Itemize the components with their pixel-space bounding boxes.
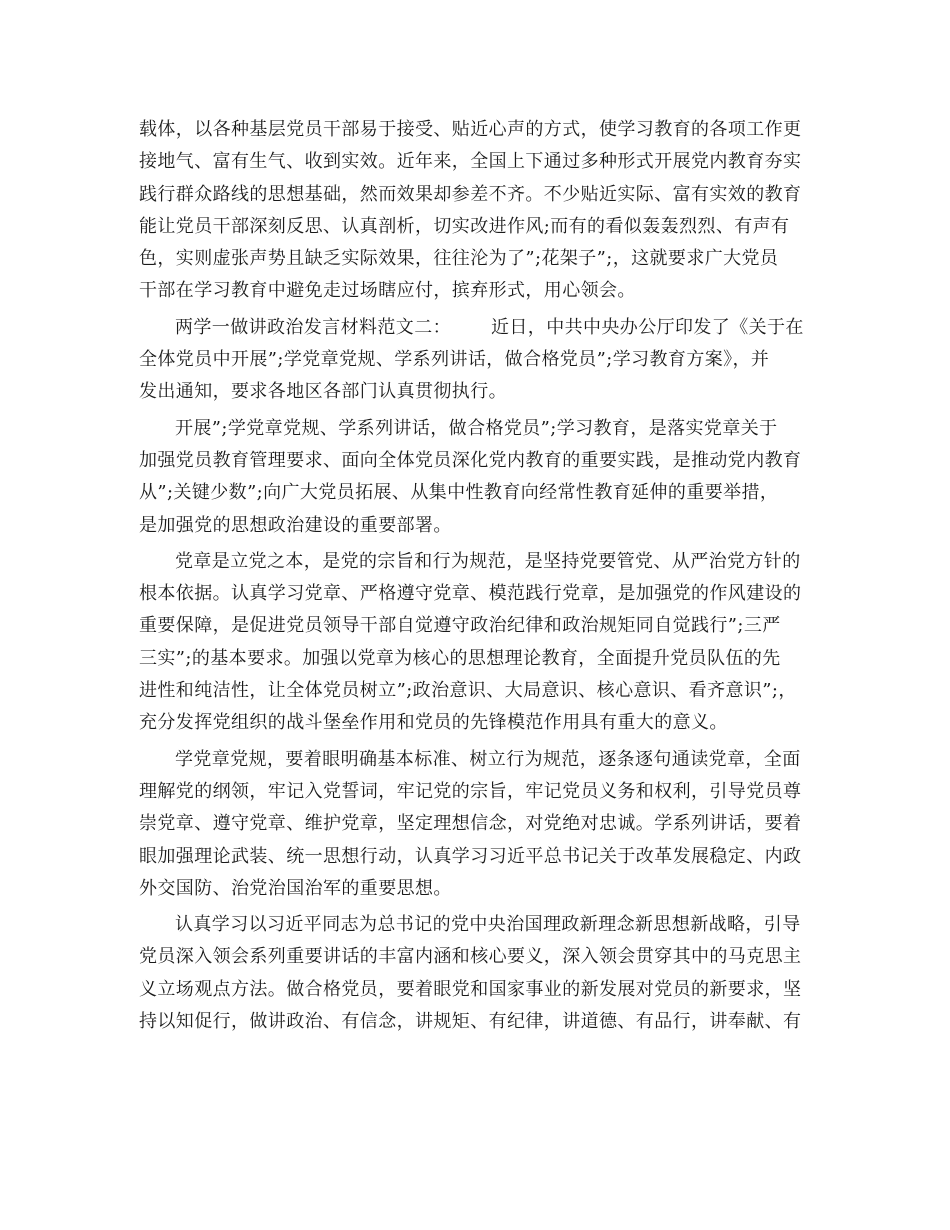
text-line: 三实”;的基本要求。加强以党章为核心的思想理论教育，全面提升党员队伍的先 <box>139 647 781 669</box>
text-line: 重要保障，是促进党员领导干部自觉遵守政治纪律和政治规矩同自觉践行”;三严 <box>139 615 781 637</box>
text-line: 从”;关键少数”;向广大党员拓展、从集中性教育向经常性教育延伸的重要举措， <box>139 482 779 504</box>
text-line: 色，实则虚张声势且缺乏实际效果，往往沦为了”;花架子”;，这就要求广大党员 <box>139 248 779 270</box>
text-line: 充分发挥党组织的战斗堡垒作用和党员的先锋模范作用具有重大的意义。 <box>139 712 728 734</box>
text-line: 根本依据。认真学习党章、严格遵守党章、模范践行党章，是加强党的作风建设的 <box>139 583 802 605</box>
text-line: 党员深入领会系列重要讲话的丰富内涵和核心要义，深入领会贯穿其中的马克思主 <box>139 946 802 968</box>
text-line: 发出通知，要求各地区各部门认真贯彻执行。 <box>139 381 507 403</box>
text-line: 践行群众路线的思想基础，然而效果却参差不齐。不少贴近实际、富有实效的教育 <box>139 183 802 205</box>
paragraph-lead: 两学一做讲政治发言材料范文二： <box>175 316 451 338</box>
text-line: 理解党的纲领，牢记入党誓词，牢记党的宗旨，牢记党员义务和权利，引导党员尊 <box>139 780 802 802</box>
text-line: 外交国防、治党治国治军的重要思想。 <box>139 877 452 899</box>
paragraph-2 <box>139 312 814 409</box>
document-body <box>139 114 814 1042</box>
text-line: 党章是立党之本，是党的宗旨和行为规范，是坚持党要管党、从严治党方针的 <box>175 550 801 572</box>
paragraph-6 <box>139 909 814 1038</box>
paragraph-1 <box>139 114 814 308</box>
text-line: 接地气、富有生气、收到实效。近年来，全国上下通过多种形式开展党内教育夯实 <box>139 151 802 173</box>
text-line: 加强党员教育管理要求、面向全体党员深化党内教育的重要实践，是推动党内教育 <box>139 449 802 471</box>
text-line: 认真学习以习近平同志为总书记的党中央治国理政新理念新思想新战略，引导 <box>175 914 801 936</box>
text-line: 进性和纯洁性，让全体党员树立”;政治意识、大局意识、核心意识、看齐意识”;， <box>139 680 797 702</box>
paragraph-5 <box>139 744 814 905</box>
text-line: 学党章党规，要着眼明确基本标准、树立行为规范，逐条逐句通读党章，全面 <box>175 748 801 770</box>
text-line: 眼加强理论武装、统一思想行动，认真学习习近平总书记关于改革发展稳定、内政 <box>139 845 802 867</box>
text-line: 干部在学习教育中避免走过场瞎应付，摈弃形式，用心领会。 <box>139 280 636 302</box>
text-line: 载体，以各种基层党员干部易于接受、贴近心声的方式，使学习教育的各项工作更 <box>139 119 802 140</box>
text-line: 持以知促行，做讲政治、有信念，讲规矩、有纪律，讲道德、有品行，讲奉献、有 <box>139 1011 802 1033</box>
text-line: 开展”;学党章党规、学系列讲话，做合格党员”;学习教育，是落实党章关于 <box>175 417 778 439</box>
paragraph-4 <box>139 546 814 740</box>
text-line-continuation: 近日，中共中央办公厅印发了《关于在 <box>491 316 804 338</box>
text-line: 崇党章、遵守党章、维护党章，坚定理想信念，对党绝对忠诚。学系列讲话，要着 <box>139 813 802 835</box>
paragraph-3 <box>139 413 814 542</box>
text-line <box>139 312 814 344</box>
text-line: 义立场观点方法。做合格党员，要着眼党和国家事业的新发展对党员的新要求，坚 <box>139 978 802 1000</box>
text-line: 能让党员干部深刻反思、认真剖析，切实改进作风;而有的看似轰轰烈烈、有声有 <box>139 215 790 237</box>
text-line: 是加强党的思想政治建设的重要部署。 <box>139 514 452 536</box>
text-line: 全体党员中开展”;学党章党规、学系列讲话，做合格党员”;学习教育方案》，并 <box>139 349 770 371</box>
